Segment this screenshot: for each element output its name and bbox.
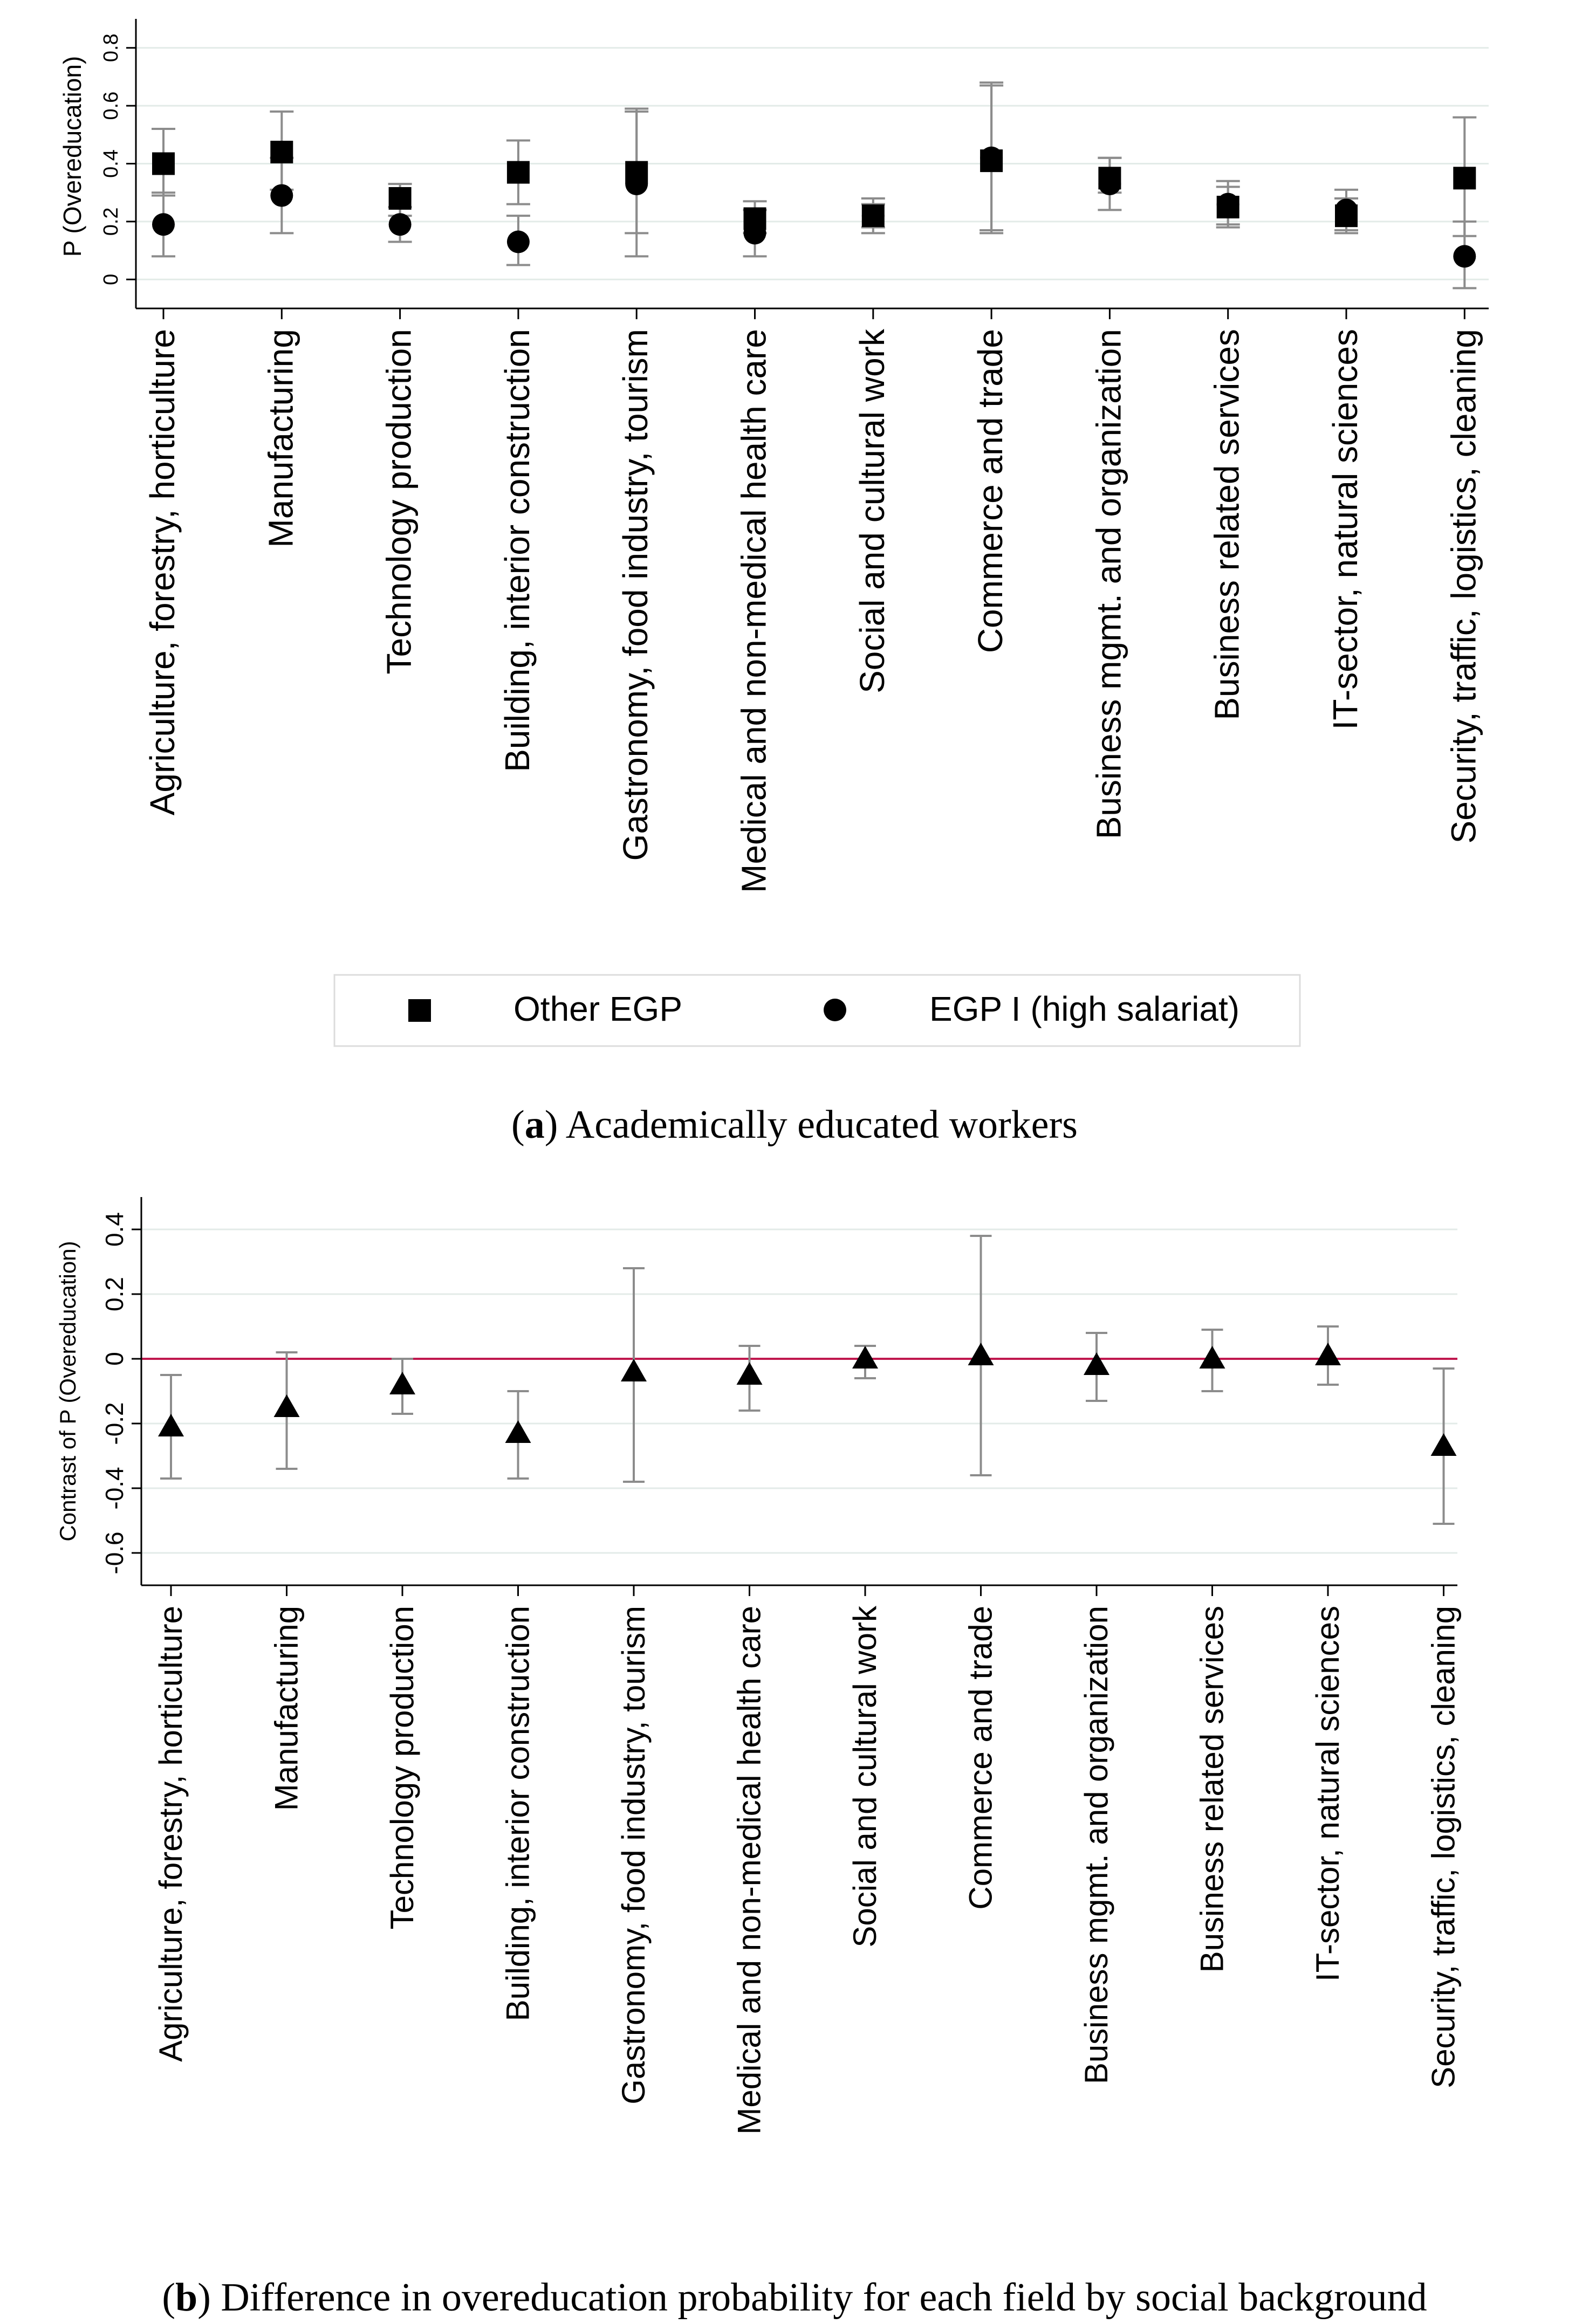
- x-category-label: Building, interior construction: [499, 1606, 536, 2022]
- x-category-label: Business related services: [1207, 329, 1246, 720]
- x-category-label: Technology production: [384, 1606, 420, 1930]
- y-tick-label: 0.8: [100, 33, 122, 63]
- x-category-label: Commerce and trade: [962, 1606, 999, 1910]
- legend-label-egp-i: EGP I (high salariat): [929, 989, 1240, 1028]
- legend-label-other-egp: Other EGP: [513, 989, 682, 1028]
- point-egp-i: [862, 204, 885, 227]
- point-egp-i: [1098, 173, 1121, 195]
- x-category-label: Social and cultural work: [852, 329, 892, 693]
- point-other-egp: [389, 187, 412, 210]
- point-egp-i: [152, 213, 175, 236]
- y-tick-label: 0.2: [100, 1277, 128, 1311]
- panel-b-y-ticks: [100, 1212, 141, 1574]
- y-tick-label: 0: [100, 1352, 128, 1366]
- legend-circle-marker: [824, 999, 846, 1021]
- x-category-label: IT-sector, natural sciences: [1310, 1606, 1346, 1982]
- x-category-label: Business related services: [1194, 1606, 1230, 1973]
- x-category-label: Security, traffic, logistics, cleaning: [1444, 329, 1483, 844]
- panel-b-y-axis-title: Contrast of P (Overeducation): [55, 1241, 80, 1542]
- x-category-label: Manufacturing: [261, 329, 300, 548]
- x-category-label: Technology production: [379, 329, 419, 675]
- point-egp-i: [507, 230, 530, 253]
- point-egp-i: [625, 173, 648, 195]
- point-egp-i: [389, 213, 412, 236]
- x-category-label: Building, interior construction: [497, 329, 537, 772]
- point-egp-i: [1217, 193, 1239, 216]
- y-tick-label: 0.4: [100, 149, 122, 178]
- y-tick-label: -0.2: [100, 1402, 128, 1445]
- panel-a-x-ticks: [143, 308, 1483, 893]
- y-tick-label: -0.6: [100, 1531, 128, 1574]
- panel-a-y-axis-title: P (Overeducation): [58, 56, 86, 257]
- legend-square-marker: [408, 999, 431, 1022]
- panel-a-chart: [58, 19, 1489, 1147]
- x-category-label: Agriculture, forestry, horticulture: [153, 1606, 189, 2062]
- point-other-egp: [152, 153, 175, 175]
- x-category-label: IT-sector, natural sciences: [1326, 329, 1365, 730]
- point-other-egp: [507, 161, 530, 184]
- point-egp-i: [1335, 198, 1358, 221]
- y-tick-label: 0.2: [100, 207, 122, 236]
- y-tick-label: 0: [100, 273, 122, 285]
- x-category-label: Business mgmt. and organization: [1089, 329, 1128, 840]
- point-egp-i: [980, 147, 1003, 169]
- x-category-label: Gastronomy, food industry, tourism: [615, 1606, 652, 2105]
- y-tick-label: -0.4: [100, 1467, 128, 1510]
- x-category-label: Medical and non-medical health care: [734, 329, 773, 893]
- point-other-egp: [270, 141, 293, 163]
- x-category-label: Security, traffic, logistics, cleaning: [1425, 1606, 1462, 2088]
- x-category-label: Agriculture, forestry, horticulture: [143, 329, 182, 816]
- point-egp-i: [1453, 245, 1476, 267]
- panel-a-caption: (a) Academically educated workers: [511, 1103, 1078, 1147]
- point-other-egp: [1453, 167, 1476, 189]
- panel-a-y-ticks: [100, 33, 136, 285]
- panel-b-caption: (b) Difference in overeducation probability for each field by social background: [162, 2275, 1427, 2320]
- y-tick-label: 0.6: [100, 91, 122, 120]
- point-egp-i: [270, 184, 293, 207]
- x-category-label: Medical and non-medical health care: [731, 1606, 768, 2135]
- x-category-label: Social and cultural work: [847, 1606, 883, 1948]
- x-category-label: Gastronomy, food industry, tourism: [616, 329, 655, 861]
- panel-a-legend: [334, 975, 1300, 1046]
- x-category-label: Business mgmt. and organization: [1078, 1606, 1114, 2085]
- x-category-label: Commerce and trade: [971, 329, 1010, 654]
- point-egp-i: [744, 222, 766, 244]
- panel-b-chart: [55, 1197, 1462, 2320]
- y-tick-label: 0.4: [100, 1212, 128, 1247]
- x-category-label: Manufacturing: [268, 1606, 305, 1811]
- panel-b-x-ticks: [153, 1585, 1462, 2135]
